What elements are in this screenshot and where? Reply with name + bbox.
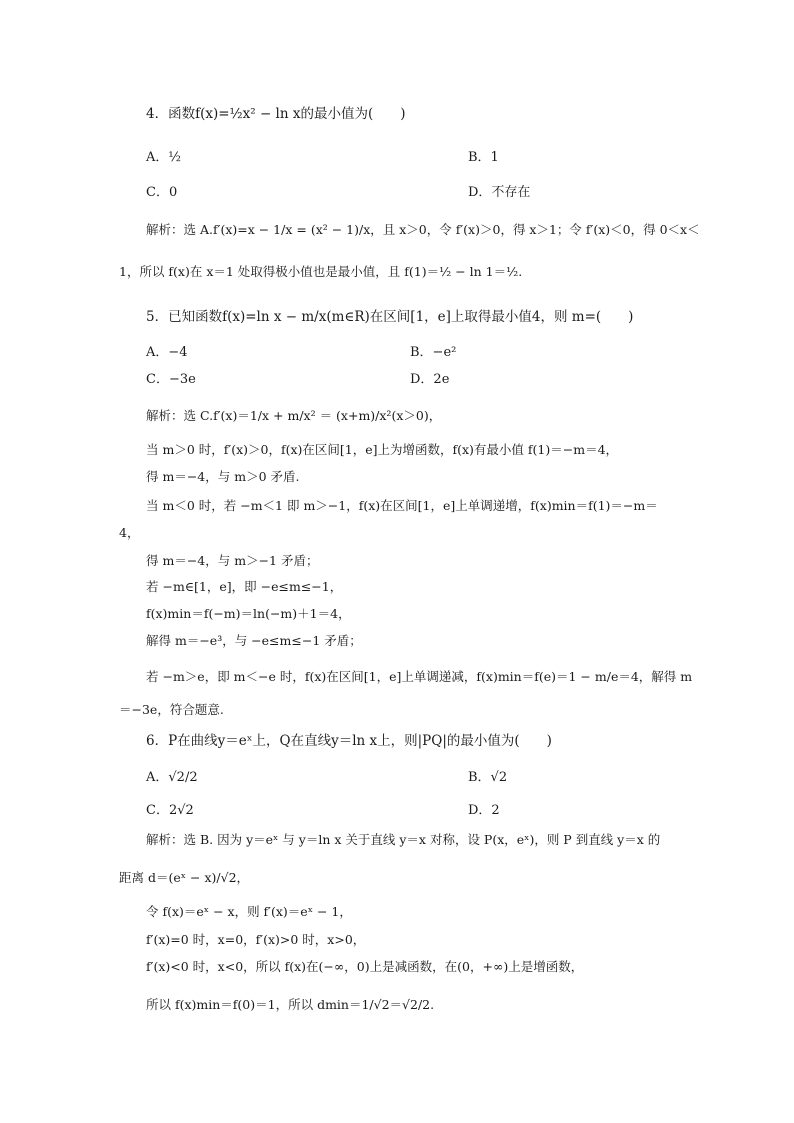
question-5-option-c: C．−3e	[146, 372, 196, 387]
question-6-option-b: B．√2	[468, 770, 508, 785]
question-6-solution-line: 距离 d＝(eˣ − x)/√2，	[119, 870, 250, 885]
question-5-solution-line: 解析：选 C.f′(x)＝1/x + m/x² ＝ (x+m)/x²(x＞0)，	[146, 408, 442, 423]
question-6-stem: 6．P在曲线y＝eˣ上，Q在直线y＝ln x上，则|PQ|的最小值为( )	[146, 733, 552, 749]
question-5-solution-line: 得 m＝−4，与 m＞−1 矛盾；	[146, 553, 319, 568]
question-4-option-b: B．1	[468, 150, 499, 165]
question-6-option-a: A．√2/2	[146, 770, 198, 785]
question-6-option-c: C．2√2	[146, 803, 194, 818]
question-4-option-d: D．不存在	[468, 185, 531, 200]
question-6-option-d: D．2	[468, 803, 500, 818]
question-5-solution-line: 解得 m＝−e³，与 −e≤m≤−1 矛盾；	[146, 633, 362, 648]
question-5-option-d: D．2e	[410, 372, 450, 387]
question-4-solution-line: 1，所以 f(x)在 x＝1 处取得极小值也是最小值，且 f(1)＝½ − ln 1＝½.	[119, 264, 523, 279]
question-6-solution-line: 令 f(x)＝eˣ − x，则 f′(x)＝eˣ − 1，	[146, 904, 352, 919]
question-4-option-a: A．½	[146, 150, 181, 165]
question-6-solution-line: 解析：选 B. 因为 y＝eˣ 与 y＝ln x 关于直线 y＝x 对称，设 P(x，eˣ)，则 P 到直线 y＝x 的	[146, 832, 661, 847]
question-5-solution-line: f(x)min＝f(−m)＝ln(−m)＋1＝4，	[146, 606, 351, 621]
question-6-solution-line: f′(x)=0 时，x=0，f′(x)>0 时，x>0，	[146, 932, 366, 947]
question-6-solution-line: f′(x)<0 时，x<0，所以 f(x)在(−∞，0)上是减函数，在(0，+∞)上是增函数，	[146, 959, 584, 974]
question-5-solution-line: 若 −m＞e，即 m＜−e 时，f(x)在区间[1，e]上单调递减，f(x)min＝f(e)＝1 − m/e＝4，解得 m	[146, 669, 693, 684]
question-4-solution-line: 解析：选 A.f′(x)=x − 1/x = (x² − 1)/x，且 x＞0，令 f′(x)＞0，得 x＞1；令 f′(x)＜0，得 0＜x＜	[146, 222, 700, 237]
question-5-solution-line: 当 m＞0 时，f′(x)＞0，f(x)在区间[1，e]上为增函数，f(x)有最小值 f(1)＝−m＝4，	[146, 442, 619, 457]
question-5-solution-line: 4，	[119, 525, 140, 540]
question-6-solution-line: 所以 f(x)min＝f(0)＝1，所以 dmin＝1/√2＝√2/2.	[146, 997, 435, 1012]
question-5-stem: 5．已知函数f(x)=ln x − m/x(m∈R)在区间[1，e]上取得最小值4，则 m=( )	[146, 309, 634, 325]
question-5-option-b: B．−e²	[410, 345, 457, 360]
question-5-solution-line: 当 m＜0 时，若 −m＜1 即 m＞−1，f(x)在区间[1，e]上单调递增，f(x)min＝f(1)＝−m＝	[146, 498, 658, 513]
question-4-option-c: C．0	[146, 185, 178, 200]
question-4-stem: 4．函数f(x)=½x² − ln x的最小值为( )	[146, 106, 406, 122]
question-5-solution-line: ＝−3e，符合题意.	[119, 702, 224, 717]
question-5-solution-line: 得 m＝−4，与 m＞0 矛盾.	[146, 469, 300, 484]
question-5-option-a: A．−4	[146, 345, 188, 360]
question-5-solution-line: 若 −m∈[1，e]，即 −e≤m≤−1，	[146, 579, 343, 594]
